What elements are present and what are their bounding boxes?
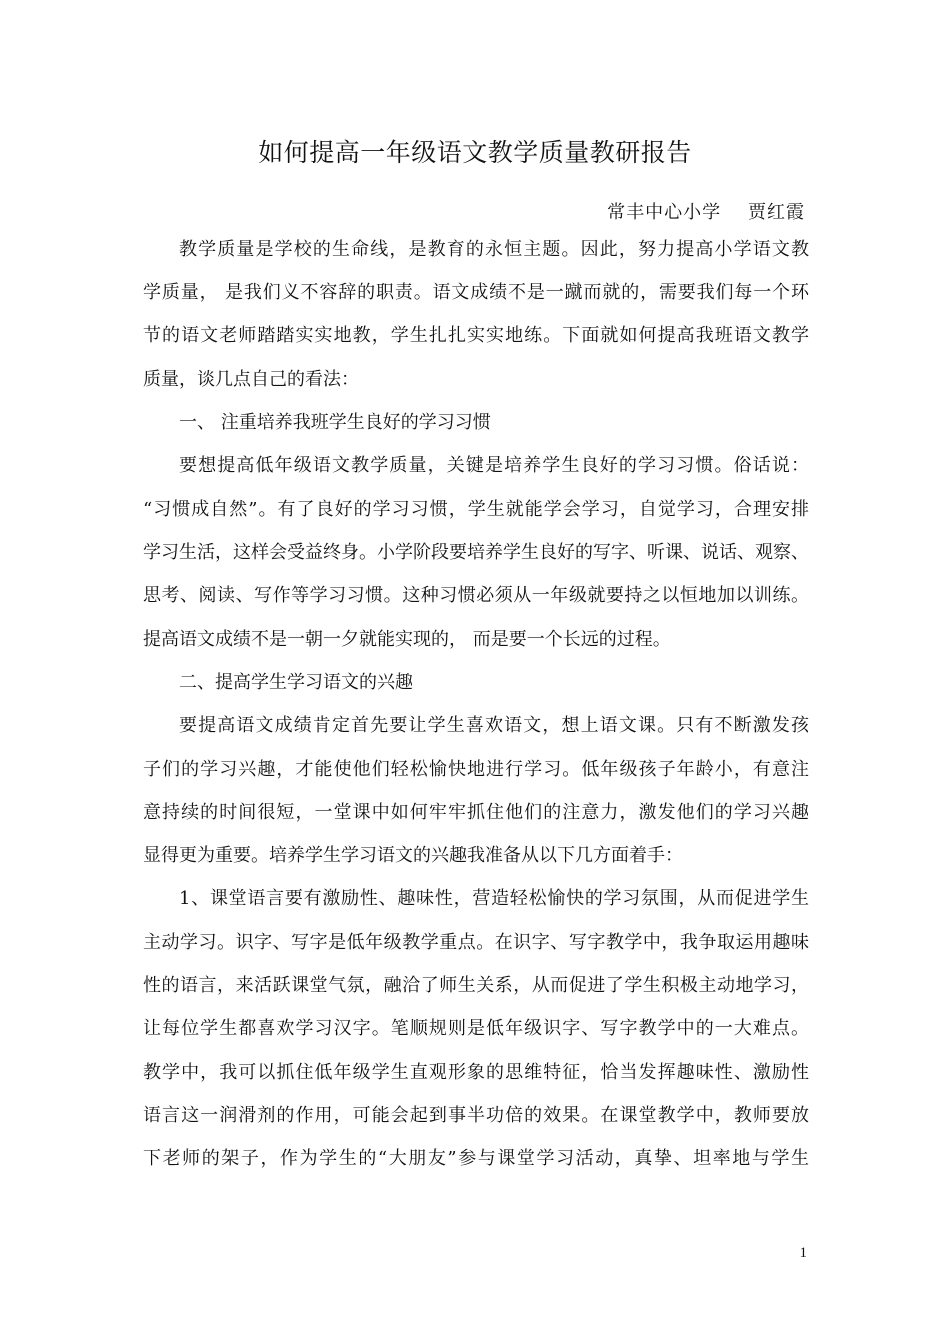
paragraph-line: 要提高语文成绩肯定首先要让学生喜欢语文，想上语文课。只有不断激发孩 [179,715,809,736]
paragraph-line: 让每位学生都喜欢学习汉字。笔顺规则是低年级识字、写字教学中的一大难点。 [143,1018,809,1039]
paragraph-line: 下老师的架子，作为学生的“大朋友”参与课堂学习活动，真挚、坦率地与学生 [143,1148,809,1169]
paragraph-line: 学习生活，这样会受益终身。小学阶段要培养学生良好的写字、听课、说话、观察、 [143,542,809,563]
paragraph-line: 学质量， 是我们义不容辞的职责。语文成绩不是一蹴而就的，需要我们每一个环 [143,282,809,303]
paragraph-line: 主动学习。识字、写字是低年级教学重点。在识字、写字教学中，我争取运用趣味 [143,932,809,953]
paragraph-line: 显得更为重要。培养学生学习语文的兴趣我准备从以下几方面着手： [143,845,683,866]
section-heading: 二、提高学生学习语文的兴趣 [179,672,413,693]
page-number: 1 [799,1245,807,1261]
paragraph-line: 质量，谈几点自己的看法： [143,369,359,390]
paragraph-line: 提高语文成绩不是一朝一夕就能实现的， 而是要一个长远的过程。 [143,629,671,650]
paragraph-line: 思考、阅读、写作等学习习惯。这种习惯必须从一年级就要持之以恒地加以训练。 [143,585,809,606]
section-heading: 一、 注重培养我班学生良好的学习习惯 [179,412,491,433]
paragraph-line: 要想提高低年级语文教学质量，关键是培养学生良好的学习习惯。俗话说： [179,455,809,476]
author-line: 常丰中心小学 贾红霞 [607,202,805,223]
paragraph-line: 子们的学习兴趣，才能使他们轻松愉快地进行学习。低年级孩子年龄小，有意注 [143,759,809,780]
paragraph-line: “习惯成自然”。有了良好的学习习惯，学生就能学会学习，自觉学习，合理安排 [143,499,809,520]
paragraph-line: 1、课堂语言要有激励性、趣味性，营造轻松愉快的学习氛围，从而促进学生 [179,888,809,909]
paragraph-line: 节的语文老师踏踏实实地教，学生扎扎实实地练。下面就如何提高我班语文教学 [143,325,809,346]
document-title: 如何提高一年级语文教学质量教研报告 [258,138,692,167]
paragraph-line: 语言这一润滑剂的作用，可能会起到事半功倍的效果。在课堂教学中，教师要放 [143,1105,809,1126]
paragraph-line: 性的语言，来活跃课堂气氛，融洽了师生关系，从而促进了学生积极主动地学习， [143,975,809,996]
paragraph-line: 意持续的时间很短，一堂课中如何牢牢抓住他们的注意力，激发他们的学习兴趣 [143,802,809,823]
paragraph-line: 教学中，我可以抓住低年级学生直观形象的思维特征，恰当发挥趣味性、激励性 [143,1062,809,1083]
paragraph-line: 教学质量是学校的生命线，是教育的永恒主题。因此，努力提高小学语文教 [179,239,809,260]
